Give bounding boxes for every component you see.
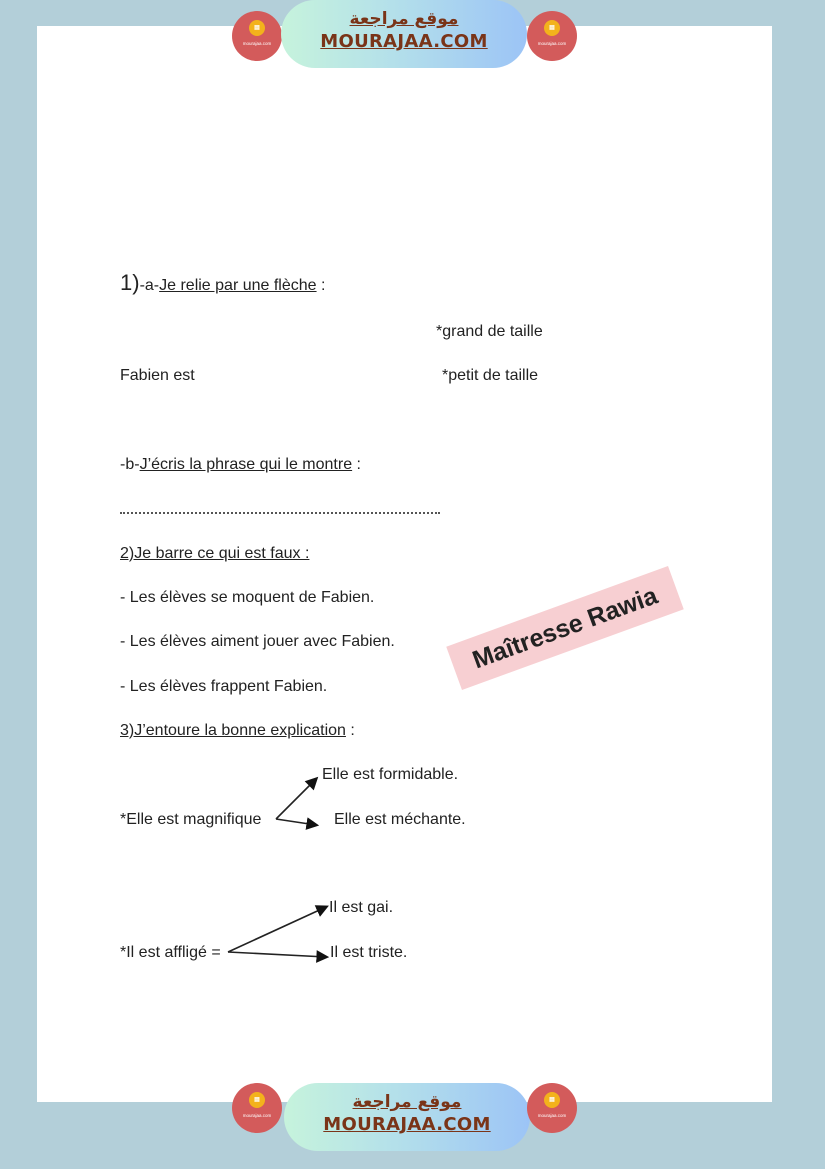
group1-choice-formidable[interactable]: Elle est formidable. (322, 766, 459, 783)
group2-term: *Il est affligé = (120, 944, 221, 961)
exercise2-item-1[interactable]: - Les élèves se moquent de Fabien. (120, 589, 375, 606)
group1-arrow-right-icon (276, 819, 316, 825)
book-logo-icon: ▤ (544, 20, 560, 36)
badge-caption: mourajaa.com (242, 1113, 272, 1118)
exercise3-title-suffix: : (345, 722, 355, 739)
subject-fabien-est: Fabien est (120, 367, 195, 384)
group2-choice-triste[interactable]: Il est triste. (330, 944, 408, 961)
option-grand-de-taille: *grand de taille (436, 323, 543, 340)
footer-banner[interactable] (284, 1083, 530, 1151)
banner-arabic-title: موقع مراجعة (352, 1092, 462, 1112)
exercise3-title: 3)J’entoure la bonne explication (120, 722, 346, 739)
book-logo-icon: ▤ (544, 1092, 560, 1108)
badge-caption: mourajaa.com (537, 41, 567, 46)
exercise1-part-b-suffix: : (352, 456, 361, 473)
exercise1-part-a-prefix: -a- (139, 277, 160, 294)
badge-caption: mourajaa.com (242, 41, 272, 46)
group1-term: *Elle est magnifique (120, 811, 262, 828)
exercise1-part-a-title: Je relie par une flèche (159, 277, 317, 294)
book-logo-icon: ▤ (249, 20, 265, 36)
footer-right-badge (527, 1083, 577, 1133)
teacher-watermark-stamp: Maîtresse Rawia (446, 566, 684, 690)
exercise2-item-2[interactable]: - Les élèves aiment jouer avec Fabien. (120, 633, 395, 650)
exercise2-heading: 2)Je barre ce qui est faux : (120, 545, 310, 562)
exercise1-number: 1) (120, 270, 140, 295)
group2-choice-gai[interactable]: Il est gai. (329, 899, 394, 916)
badge-caption: mourajaa.com (537, 1113, 567, 1118)
exercise1-part-b-title: J’écris la phrase qui le montre (139, 456, 353, 473)
book-logo-icon: ▤ (249, 1092, 265, 1108)
banner-site-name[interactable]: MOURAJAA.COM (320, 31, 488, 52)
banner-arabic-title: موقع مراجعة (349, 9, 459, 29)
group2-arrow-up-icon (228, 907, 326, 952)
group1-arrow-up-icon (276, 779, 316, 819)
exercise1-part-b-prefix: -b- (120, 456, 140, 473)
footer-left-badge (232, 1083, 282, 1133)
exercise1-part-a-suffix: : (316, 277, 326, 294)
group2-arrow-right-icon (228, 952, 326, 957)
exercise2-item-3[interactable]: - Les élèves frappent Fabien. (120, 678, 328, 695)
group1-choice-mechante[interactable]: Elle est méchante. (334, 811, 466, 828)
banner-site-name[interactable]: MOURAJAA.COM (323, 1114, 491, 1135)
option-petit-de-taille: *petit de taille (442, 367, 539, 384)
